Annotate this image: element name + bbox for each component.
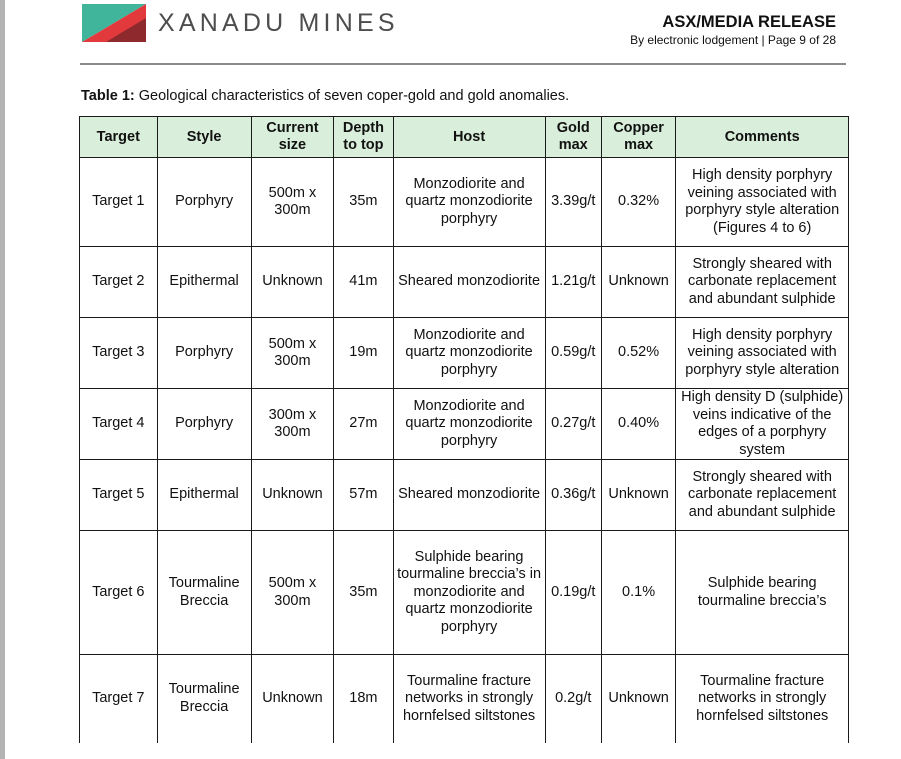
table-row bbox=[80, 318, 849, 389]
xanadu-logo-icon bbox=[82, 4, 146, 42]
cell-size: Unknown bbox=[251, 655, 334, 743]
cell-comments: Tourmaline fracture networks in strongly hornfelsed siltstones bbox=[676, 655, 849, 743]
table-caption-text: Geological characteristics of seven coper-gold and gold anomalies. bbox=[134, 88, 570, 104]
cell-comments: High density porphyry veining associated with porphyry style alteration (Figures 4 to 6) bbox=[676, 158, 849, 247]
cell-size: Unknown bbox=[251, 460, 334, 531]
cell-host: Monzodiorite and quartz monzodiorite porphyry bbox=[393, 389, 545, 460]
col-header-gold: Gold max bbox=[545, 117, 601, 158]
col-header-host: Host bbox=[393, 117, 545, 158]
col-header-comments: Comments bbox=[676, 117, 849, 158]
cell-target: Target 3 bbox=[80, 318, 158, 389]
cell-target: Target 4 bbox=[80, 389, 158, 460]
cell-gold: 1.21g/t bbox=[545, 247, 601, 318]
cell-depth: 57m bbox=[334, 460, 393, 531]
cell-depth: 35m bbox=[334, 531, 393, 655]
cell-size: 500m x 300m bbox=[251, 318, 334, 389]
cell-comments: High density D (sulphide) veins indicative of the edges of a porphyry system bbox=[676, 389, 849, 460]
cell-style: Porphyry bbox=[157, 389, 251, 460]
cell-style: Epithermal bbox=[157, 460, 251, 531]
cell-depth: 41m bbox=[334, 247, 393, 318]
cell-target: Target 7 bbox=[80, 655, 158, 743]
table-row bbox=[80, 460, 849, 531]
cell-size: 500m x 300m bbox=[251, 158, 334, 247]
company-logo-text: XANADU MINES bbox=[158, 9, 399, 37]
cell-host: Monzodiorite and quartz monzodiorite porphyry bbox=[393, 158, 545, 247]
table-row bbox=[80, 389, 849, 460]
cell-copper: Unknown bbox=[601, 460, 676, 531]
cell-gold: 0.19g/t bbox=[545, 531, 601, 655]
cell-gold: 0.36g/t bbox=[545, 460, 601, 531]
cell-copper: 0.32% bbox=[601, 158, 676, 247]
cell-style: Tourmaline Breccia bbox=[157, 655, 251, 743]
cell-target: Target 2 bbox=[80, 247, 158, 318]
col-header-copper: Copper max bbox=[601, 117, 676, 158]
table-caption-label: Table 1: bbox=[81, 88, 135, 104]
cell-copper: 0.1% bbox=[601, 531, 676, 655]
cell-depth: 35m bbox=[334, 158, 393, 247]
geology-table bbox=[79, 116, 849, 743]
table-header-row bbox=[80, 117, 849, 158]
table-row bbox=[80, 655, 849, 743]
cell-gold: 0.2g/t bbox=[545, 655, 601, 743]
cell-host: Tourmaline fracture networks in strongly hornfelsed siltstones bbox=[393, 655, 545, 743]
table-row bbox=[80, 531, 849, 655]
cell-gold: 0.27g/t bbox=[545, 389, 601, 460]
cell-comments: High density porphyry veining associated with porphyry style alteration bbox=[676, 318, 849, 389]
cell-host: Sulphide bearing tourmaline breccia’s in monzodiorite and quartz monzodiorite porphyry bbox=[393, 531, 545, 655]
col-header-size: Current size bbox=[251, 117, 334, 158]
cell-comments: Strongly sheared with carbonate replacement and abundant sulphide bbox=[676, 247, 849, 318]
cell-copper: 0.40% bbox=[601, 389, 676, 460]
cell-size: 500m x 300m bbox=[251, 531, 334, 655]
cell-depth: 27m bbox=[334, 389, 393, 460]
cell-gold: 0.59g/t bbox=[545, 318, 601, 389]
cell-depth: 19m bbox=[334, 318, 393, 389]
cell-style: Tourmaline Breccia bbox=[157, 531, 251, 655]
cell-host: Sheared monzodiorite bbox=[393, 247, 545, 318]
col-header-target: Target bbox=[80, 117, 158, 158]
col-header-style: Style bbox=[157, 117, 251, 158]
cell-copper: Unknown bbox=[601, 655, 676, 743]
release-title: ASX/MEDIA RELEASE bbox=[662, 13, 836, 31]
col-header-depth: Depth to top bbox=[334, 117, 393, 158]
cell-target: Target 1 bbox=[80, 158, 158, 247]
cell-size: Unknown bbox=[251, 247, 334, 318]
page-edge-bar bbox=[0, 0, 5, 759]
cell-style: Porphyry bbox=[157, 318, 251, 389]
cell-gold: 3.39g/t bbox=[545, 158, 601, 247]
release-subtitle: By electronic lodgement | Page 9 of 28 bbox=[630, 33, 836, 47]
cell-target: Target 5 bbox=[80, 460, 158, 531]
cell-copper: 0.52% bbox=[601, 318, 676, 389]
cell-style: Epithermal bbox=[157, 247, 251, 318]
header-divider bbox=[80, 63, 846, 65]
cell-depth: 18m bbox=[334, 655, 393, 743]
cell-style: Porphyry bbox=[157, 158, 251, 247]
cell-copper: Unknown bbox=[601, 247, 676, 318]
table-row bbox=[80, 158, 849, 247]
cell-comments: Sulphide bearing tourmaline breccia’s bbox=[676, 531, 849, 655]
table-caption bbox=[81, 88, 569, 104]
cell-comments: Strongly sheared with carbonate replacement and abundant sulphide bbox=[676, 460, 849, 531]
cell-target: Target 6 bbox=[80, 531, 158, 655]
cell-host: Sheared monzodiorite bbox=[393, 460, 545, 531]
table-row bbox=[80, 247, 849, 318]
cell-size: 300m x 300m bbox=[251, 389, 334, 460]
cell-host: Monzodiorite and quartz monzodiorite porphyry bbox=[393, 318, 545, 389]
